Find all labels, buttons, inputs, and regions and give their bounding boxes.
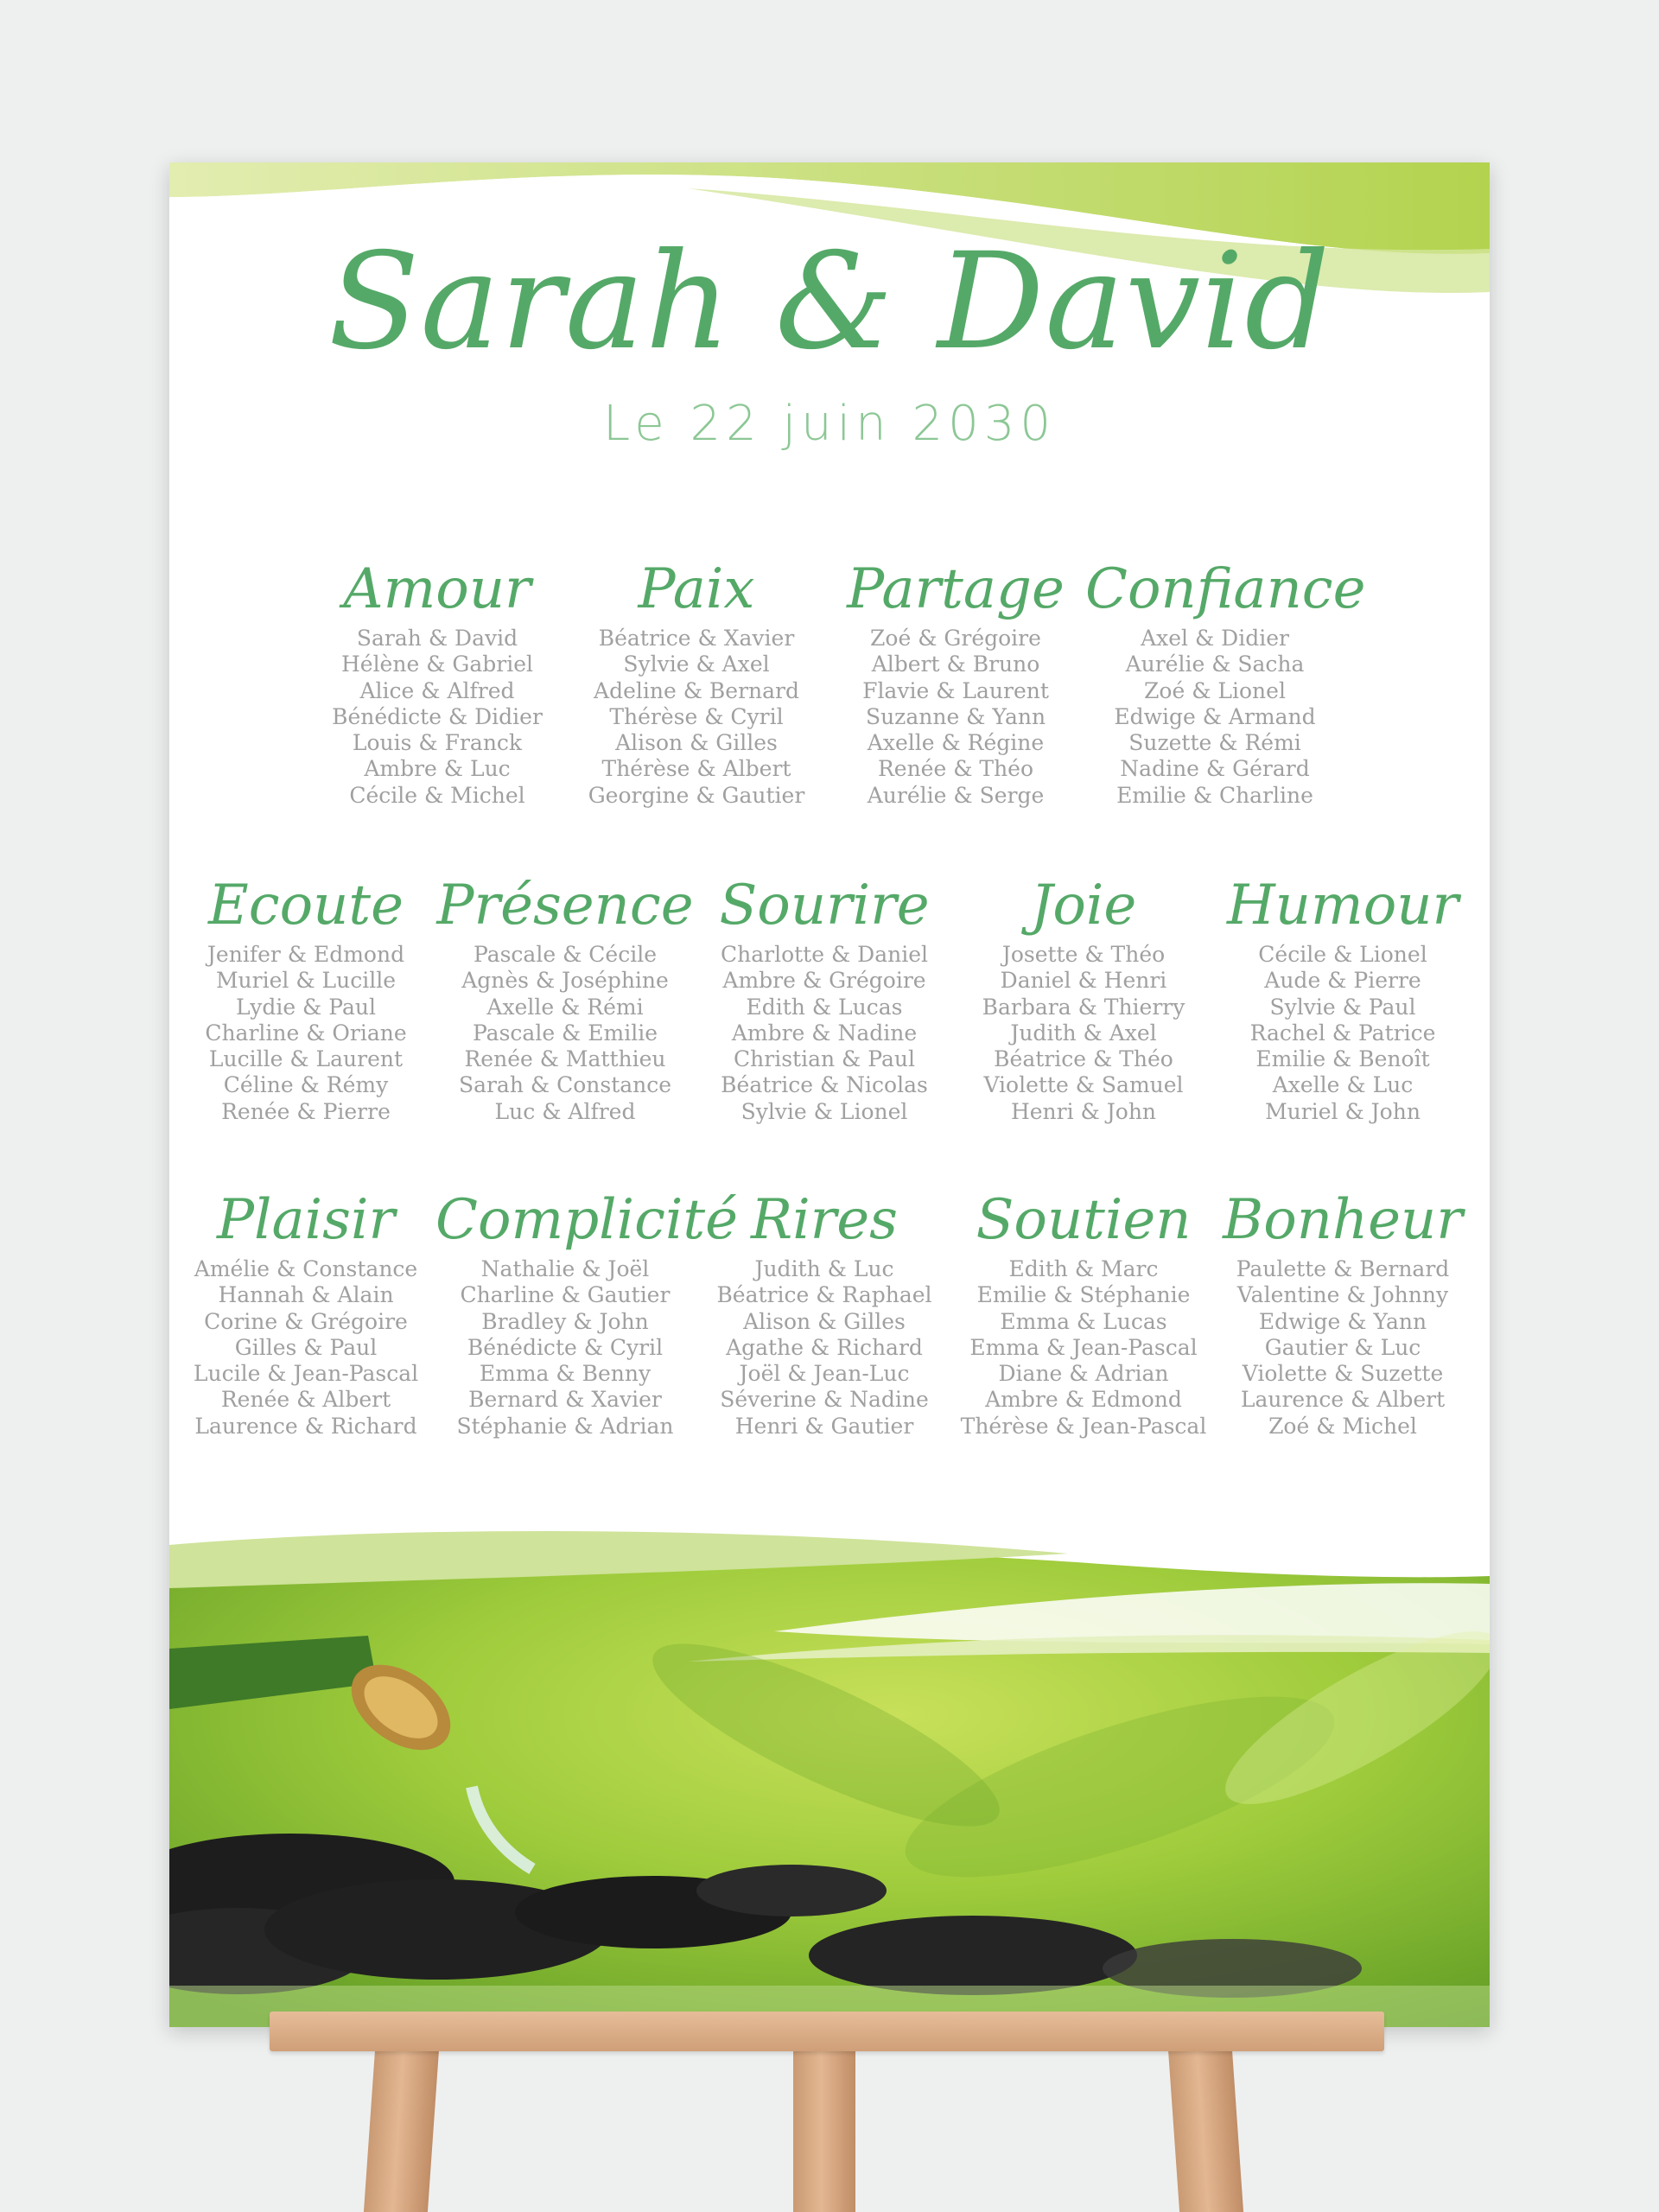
guest-couple: Renée & Matthieu	[464, 1046, 666, 1072]
guest-couple: Emma & Lucas	[1000, 1308, 1167, 1334]
guest-couple: Sylvie & Lionel	[741, 1098, 908, 1124]
guest-couple: Henri & Gautier	[734, 1413, 914, 1439]
table-sourire	[695, 869, 954, 1125]
guest-list	[308, 626, 567, 809]
guest-couple: Jenifer & Edmond	[207, 942, 405, 967]
guest-couple: Judith & Axel	[1010, 1020, 1157, 1046]
guest-couple: Renée & Théo	[877, 756, 1034, 782]
table-soutien	[954, 1184, 1213, 1440]
couple-names-title: Sarah & David	[327, 225, 1332, 379]
guest-couple: Bernard & Xavier	[468, 1387, 662, 1413]
guest-couple: Josette & Théo	[1001, 942, 1166, 967]
table-name: Bonheur	[1223, 1188, 1463, 1252]
guest-couple: Lucille & Laurent	[208, 1046, 404, 1072]
table-name: Amour	[343, 557, 531, 621]
guest-couple: Bradley & John	[481, 1308, 649, 1334]
guest-couple: Béatrice & Xavier	[598, 626, 795, 651]
guest-couple: Pascale & Emilie	[472, 1020, 658, 1046]
guest-couple: Corine & Grégoire	[204, 1308, 408, 1334]
table-name: Confiance	[1085, 557, 1366, 621]
table-name: Plaisir	[216, 1188, 396, 1252]
guest-couple: Charline & Gautier	[460, 1282, 671, 1308]
guest-list	[1085, 626, 1344, 809]
guest-couple: Sarah & Constance	[458, 1072, 672, 1098]
guest-couple: Judith & Luc	[754, 1256, 894, 1281]
table-amour	[308, 553, 567, 809]
guest-couple: Béatrice & Raphael	[716, 1282, 932, 1308]
guest-couple: Georgine & Gautier	[588, 782, 805, 808]
guest-couple: Amélie & Constance	[194, 1256, 418, 1281]
table-name: Complicité	[435, 1188, 738, 1252]
guest-couple: Charlotte & Daniel	[720, 942, 928, 967]
table-name: Paix	[638, 557, 755, 621]
guest-couple: Séverine & Nadine	[720, 1387, 929, 1413]
guest-list	[435, 942, 695, 1125]
guest-couple: Stéphanie & Adrian	[456, 1413, 674, 1439]
guest-couple: Zoé & Lionel	[1144, 677, 1286, 703]
guest-couple: Violette & Suzette	[1242, 1361, 1444, 1387]
table-presence	[435, 869, 695, 1125]
guest-list	[176, 1256, 435, 1440]
guest-couple: Lucile & Jean-Pascal	[193, 1361, 419, 1387]
guest-couple: Christian & Paul	[734, 1046, 915, 1072]
guest-list	[826, 626, 1085, 809]
table-name: Joie	[1030, 874, 1137, 938]
guest-couple: Bénédicte & Didier	[332, 703, 543, 729]
guest-couple: Emilie & Stéphanie	[976, 1282, 1191, 1308]
guest-couple: Diane & Adrian	[998, 1361, 1169, 1387]
guest-couple: Emma & Jean-Pascal	[969, 1334, 1198, 1360]
guest-couple: Sarah & David	[356, 626, 518, 651]
guest-couple: Edwige & Armand	[1114, 703, 1316, 729]
guest-couple: Paulette & Bernard	[1236, 1256, 1450, 1281]
guest-couple: Aurélie & Sacha	[1125, 652, 1305, 677]
guest-couple: Rachel & Patrice	[1249, 1020, 1436, 1046]
guest-list	[954, 942, 1213, 1125]
table-partage	[826, 553, 1085, 809]
guest-couple: Luc & Alfred	[494, 1098, 636, 1124]
guest-couple: Zoé & Grégoire	[870, 626, 1041, 651]
wedding-date: Le 22 juin 2030	[603, 396, 1056, 452]
guest-couple: Gilles & Paul	[234, 1334, 378, 1360]
guest-list	[176, 942, 435, 1125]
guest-couple: Alison & Gilles	[615, 730, 778, 756]
guest-couple: Agathe & Richard	[726, 1334, 923, 1360]
guest-couple: Thérèse & Cyril	[609, 703, 784, 729]
guest-couple: Ambre & Nadine	[731, 1020, 918, 1046]
guest-couple: Ambre & Luc	[364, 756, 511, 782]
table-name: Partage	[847, 557, 1065, 621]
guest-couple: Louis & Franck	[352, 730, 523, 756]
table-name: Soutien	[976, 1188, 1192, 1252]
guest-couple: Thérèse & Jean-Pascal	[960, 1413, 1207, 1439]
table-rires	[695, 1184, 954, 1440]
easel-crossbar	[270, 2012, 1384, 2051]
guest-couple: Adeline & Bernard	[594, 677, 799, 703]
guest-couple: Laurence & Albert	[1240, 1387, 1446, 1413]
guest-couple: Bénédicte & Cyril	[467, 1334, 664, 1360]
guest-couple: Alison & Gilles	[743, 1308, 906, 1334]
guest-couple: Hannah & Alain	[218, 1282, 394, 1308]
guest-couple: Albert & Bruno	[871, 652, 1040, 677]
guest-couple: Renée & Albert	[220, 1387, 391, 1413]
table-name: Ecoute	[208, 874, 404, 938]
guest-couple: Barbara & Thierry	[982, 994, 1185, 1020]
guest-couple: Edith & Marc	[1008, 1256, 1159, 1281]
guest-couple: Henri & John	[1010, 1098, 1157, 1124]
table-name: Humour	[1226, 874, 1459, 938]
guest-couple: Hélène & Gabriel	[340, 652, 534, 677]
guest-couple: Cécile & Lionel	[1258, 942, 1427, 967]
table-joie	[954, 869, 1213, 1125]
guest-couple: Flavie & Laurent	[862, 677, 1049, 703]
guest-couple: Sylvie & Paul	[1269, 994, 1416, 1020]
guest-couple: Muriel & Lucille	[215, 968, 397, 994]
guest-couple: Renée & Pierre	[221, 1098, 391, 1124]
table-bonheur	[1213, 1184, 1472, 1440]
guest-couple: Daniel & Henri	[1000, 968, 1167, 994]
guest-couple: Emilie & Benoît	[1255, 1046, 1430, 1072]
guest-couple: Aude & Pierre	[1264, 968, 1421, 994]
guest-couple: Violette & Samuel	[983, 1072, 1184, 1098]
guest-couple: Cécile & Michel	[349, 782, 525, 808]
guest-couple: Suzette & Rémi	[1128, 730, 1301, 756]
guest-couple: Pascale & Cécile	[474, 942, 657, 967]
guest-couple: Edith & Lucas	[746, 994, 903, 1020]
guest-list	[1213, 1256, 1472, 1440]
table-name: Rires	[751, 1188, 898, 1252]
guest-couple: Axelle & Régine	[867, 730, 1045, 756]
guest-list	[954, 1256, 1213, 1440]
guest-couple: Agnès & Joséphine	[461, 968, 669, 994]
guest-couple: Emilie & Charline	[1116, 782, 1313, 808]
guest-couple: Aurélie & Serge	[867, 782, 1045, 808]
guest-couple: Axelle & Luc	[1272, 1072, 1414, 1098]
guest-couple: Ambre & Edmond	[985, 1387, 1182, 1413]
guest-couple: Joël & Jean-Luc	[739, 1361, 910, 1387]
guest-couple: Zoé & Michel	[1268, 1413, 1417, 1439]
guest-list	[695, 942, 954, 1125]
guest-couple: Axel & Didier	[1141, 626, 1289, 651]
guest-couple: Lydie & Paul	[236, 994, 376, 1020]
table-confiance	[1085, 553, 1366, 809]
guest-couple: Gautier & Luc	[1264, 1334, 1421, 1360]
table-plaisir	[176, 1184, 435, 1440]
guest-couple: Sylvie & Axel	[623, 652, 770, 677]
table-ecoute	[176, 869, 435, 1125]
guest-couple: Nadine & Gérard	[1120, 756, 1310, 782]
guest-couple: Thérèse & Albert	[601, 756, 791, 782]
guest-couple: Béatrice & Théo	[994, 1046, 1173, 1072]
guest-couple: Charline & Oriane	[205, 1020, 407, 1046]
guest-list	[1213, 942, 1472, 1125]
guest-couple: Béatrice & Nicolas	[721, 1072, 928, 1098]
guest-couple: Valentine & Johnny	[1236, 1282, 1449, 1308]
table-name: Présence	[436, 874, 694, 938]
seating-plan-poster	[169, 162, 1490, 2027]
table-humour	[1213, 869, 1472, 1125]
guest-couple: Muriel & John	[1265, 1098, 1421, 1124]
table-paix	[567, 553, 826, 809]
table-name: Sourire	[719, 874, 930, 938]
guest-couple: Alice & Alfred	[359, 677, 515, 703]
guest-list	[567, 626, 826, 809]
table-complicite	[435, 1184, 738, 1440]
guest-list	[435, 1256, 695, 1440]
guest-couple: Emma & Benny	[479, 1361, 652, 1387]
guest-couple: Laurence & Richard	[194, 1413, 417, 1439]
guest-couple: Ambre & Grégoire	[722, 968, 926, 994]
guest-couple: Nathalie & Joël	[480, 1256, 650, 1281]
guest-couple: Céline & Rémy	[223, 1072, 389, 1098]
guest-list	[695, 1256, 954, 1440]
guest-couple: Axelle & Rémi	[486, 994, 644, 1020]
guest-couple: Suzanne & Yann	[865, 703, 1046, 729]
guest-couple: Edwige & Yann	[1258, 1308, 1427, 1334]
